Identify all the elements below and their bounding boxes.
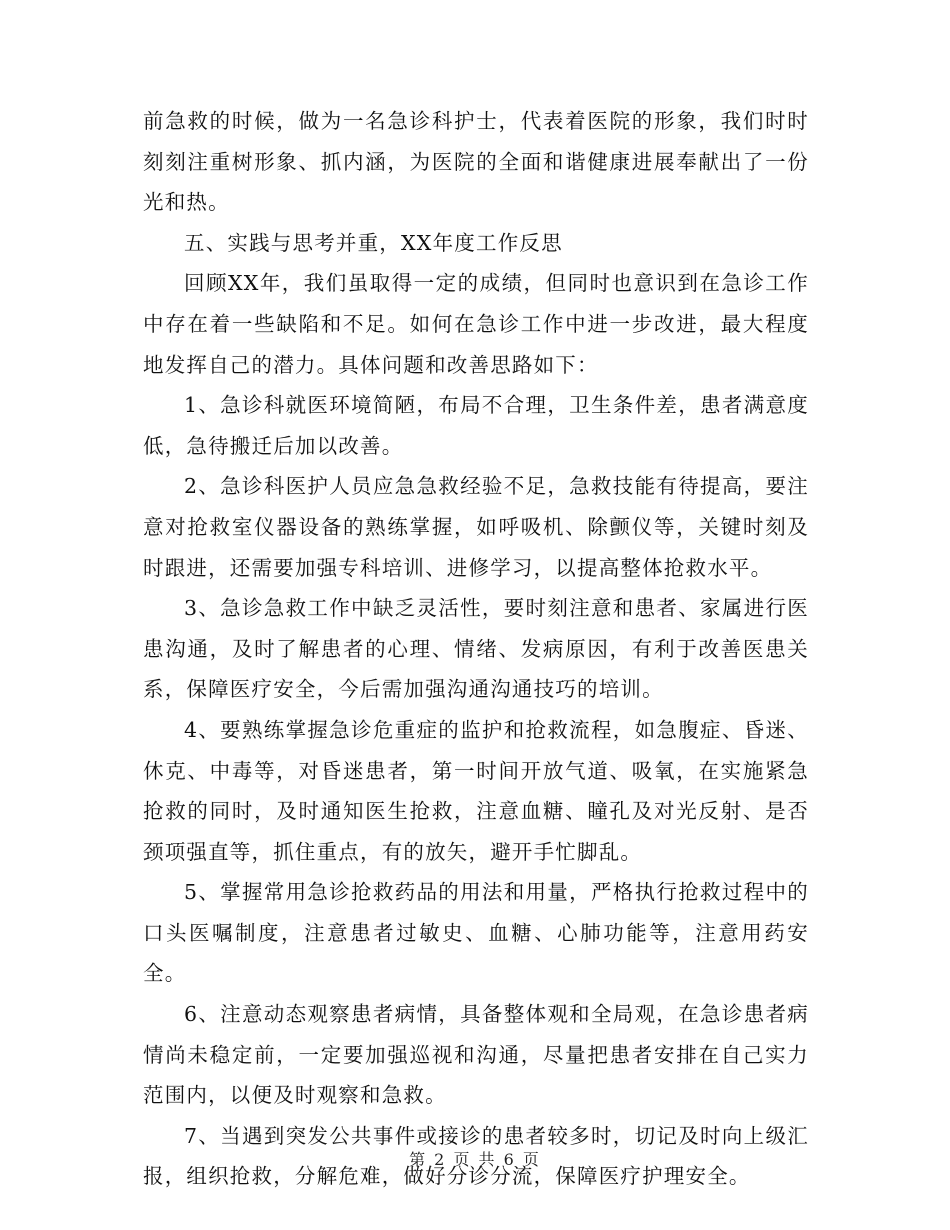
list-item-1: 1、急诊科就医环境简陋，布局不合理，卫生条件差，患者满意度低，急待搬迁后加以改善。 <box>143 393 809 458</box>
page-footer <box>0 1147 950 1170</box>
list-item-3: 3、急诊急救工作中缺乏灵活性，要时刻注意和患者、家属进行医患沟通，及时了解患者的心理、情绪、发病原因，有利于改善医患关系，保障医疗安全，今后需加强沟通沟通技巧的培训。 <box>143 596 809 702</box>
list-item-2: 2、急诊科医护人员应急急救经验不足，急救技能有待提高，要注意对抢救室仪器设备的熟练掌握，如呼吸机、除颤仪等，关键时刻及时跟进，还需要加强专科培训、进修学习，以提高整体抢救水平。 <box>143 474 809 580</box>
paragraph-review: 回顾XX年，我们虽取得一定的成绩，但同时也意识到在急诊工作中存在着一些缺陷和不足。如何在急诊工作中进一步改进，最大程度地发挥自己的潜力。具体问题和改善思路如下： <box>143 271 809 377</box>
page-number: 第 2 页 共 6 页 <box>409 1150 541 1169</box>
section-heading: 五、实践与思考并重，XX年度工作反思 <box>184 230 563 255</box>
list-item-7: 7、当遇到突发公共事件或接诊的患者较多时，切记及时向上级汇报，组织抢救，分解危难，做好分诊分流，保障医疗护理安全。 <box>143 1123 809 1189</box>
list-item-6: 6、注意动态观察患者病情，具备整体观和全局观，在急诊患者病情尚未稳定前，一定要加强巡视和沟通，尽量把患者安排在自己实力范围内，以便及时观察和急救。 <box>143 1002 809 1108</box>
list-item-5: 5、掌握常用急诊抢救药品的用法和用量，严格执行抢救过程中的口头医嘱制度，注意患者过敏史、血糖、心肺功能等，注意用药安全。 <box>143 880 809 986</box>
paragraph-continuation: 前急救的时候，做为一名急诊科护士，代表着医院的形象，我们时时刻刻注重树形象、抓内涵，为医院的全面和谐健康进展奉献出了一份光和热。 <box>143 109 809 215</box>
document-body <box>143 101 809 1197</box>
list-item-4: 4、要熟练掌握急诊危重症的监护和抢救流程，如急腹症、昏迷、休克、中毒等，对昏迷患者，第一时间开放气道、吸氧，在实施紧急抢救的同时，及时通知医生抢救，注意血糖、瞳孔及对光反射、是否颈项强直等，抓住重点，有的放矢，避开手忙脚乱。 <box>143 717 809 864</box>
